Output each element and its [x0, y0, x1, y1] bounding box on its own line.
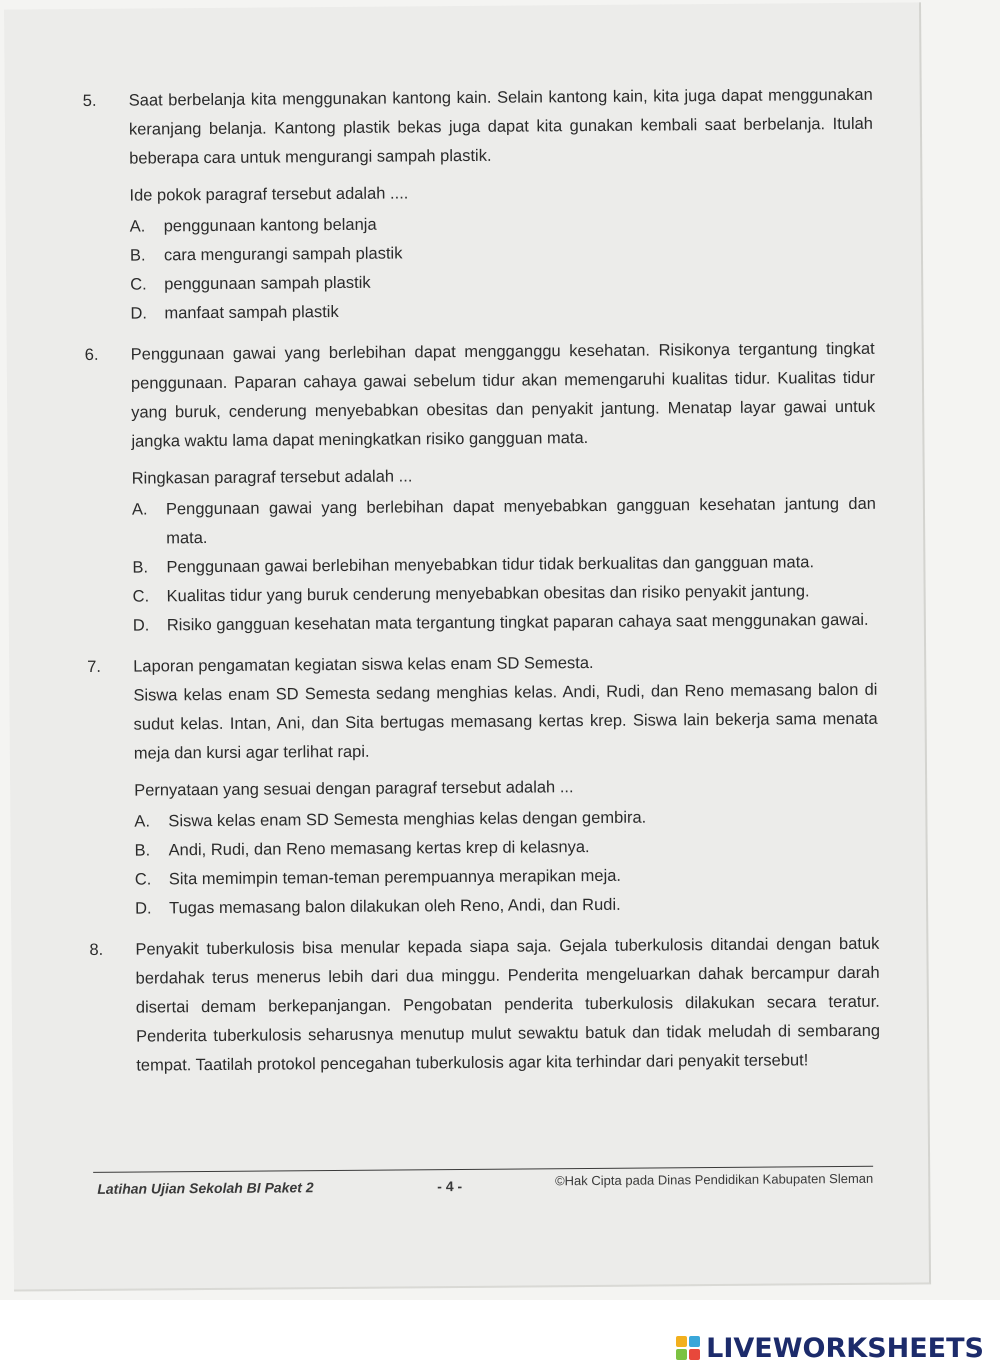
- question-text: Penyakit tuberkulosis bisa menular kepada siapa saja. Gejala tuberkulosis ditandai dengan batuk berdahak terus menerus lebih dari dua minggu. Penderita mengeluarkan dahak bercampur darah disertai demam berkepanjangan. Pengobatan penderita tuberkulosis dilakukan secara teratur. Penderita tuberkulosis seharusnya menutup mulut sewaktu batuk dan tidak meludah di sembarang tempat. Taatilah protokol pencegahan tuberkulosis agar kita terhindar dari penyakit tersebut!: [135, 934, 881, 1075]
- question-5: [83, 81, 875, 329]
- logo-tile: [689, 1349, 700, 1360]
- question-text: Saat berbelanja kita menggunakan kantong kain. Selain kantong kain, kita juga dapat menggunakan keranjang belanja. Kantong plastik bekas juga dapat kita gunakan kembali saat berbelanja. Itulah beberapa cara untuk mengurangi sampah plastik.: [128, 85, 874, 168]
- question-7: [87, 647, 879, 924]
- option-letter: D.: [135, 899, 152, 918]
- question-number: 7.: [87, 657, 102, 676]
- option-text: Sita memimpin teman-teman perempuannya merapikan meja.: [168, 866, 622, 889]
- options-list: [130, 207, 875, 329]
- footer-copyright: ©Hak Cipta pada Dinas Pendidikan Kabupaten Sleman: [554, 1170, 874, 1189]
- options-list: [134, 802, 879, 924]
- logo-tile: [676, 1336, 687, 1347]
- footer-title: Latihan Ujian Sekolah BI Paket 2: [97, 1179, 314, 1197]
- option-d[interactable]: [130, 294, 874, 329]
- liveworksheets-watermark: [676, 1333, 984, 1363]
- option-text: penggunaan sampah plastik: [164, 273, 371, 294]
- option-letter: B.: [134, 841, 151, 860]
- question-8: [89, 930, 880, 1081]
- option-letter: D.: [130, 304, 147, 323]
- option-letter: A.: [129, 217, 146, 236]
- option-letter: A.: [134, 812, 151, 831]
- option-letter: C.: [130, 275, 147, 294]
- option-text: Siswa kelas enam SD Semesta menghias kelas dengan gembira.: [168, 808, 647, 831]
- option-letter: B.: [132, 558, 149, 577]
- question-text: Siswa kelas enam SD Semesta sedang menghias kelas. Andi, Rudi, dan Reno memasang balon di sudut kelas. Intan, Ani, dan Sita bertugas memasang kertas krep. Siswa lain bekerja sama menata meja dan kursi agar terlihat rapi.: [133, 680, 878, 763]
- option-text: manfaat sampah plastik: [164, 302, 339, 323]
- option-text: Risiko gangguan kesehatan mata tergantung tingkat paparan cahaya saat menggunakan gawai.: [166, 610, 869, 635]
- exam-content: [83, 81, 881, 1093]
- page-number: - 4 -: [437, 1178, 463, 1195]
- question-6: [85, 335, 877, 641]
- option-letter: C.: [134, 870, 152, 889]
- watermark-text: LIVEWORKSHEETS: [706, 1332, 984, 1364]
- option-d[interactable]: [135, 889, 879, 924]
- option-text: Penggunaan gawai berlebihan menyebabkan tidur tidak berkualitas dan gangguan mata.: [166, 553, 815, 577]
- option-letter: A.: [131, 500, 148, 519]
- option-letter: D.: [132, 616, 150, 635]
- question-title: Laporan pengamatan kegiatan siswa kelas enam SD Semesta.: [133, 653, 594, 676]
- option-text: Tugas memasang balon dilakukan oleh Reno, Andi, dan Rudi.: [169, 895, 621, 918]
- option-text: penggunaan kantong belanja: [163, 215, 377, 236]
- option-text: Andi, Rudi, dan Reno memasang kertas krep di kelasnya.: [168, 838, 590, 860]
- question-number: 8.: [89, 940, 104, 959]
- question-prompt: Ringkasan paragraf tersebut adalah ...: [131, 467, 413, 488]
- question-text: Penggunaan gawai yang berlebihan dapat mengganggu kesehatan. Risikonya tergantung tingkat penggunaan. Paparan cahaya gawai sebelum tidur akan memengaruhi kualitas tidur. Kualitas tidur yang buruk, cenderung menyebabkan obesitas dan penyakit jantung. Menatap layar gawai untuk jangka waktu lama dapat meningkatkan risiko gangguan mata.: [130, 339, 876, 451]
- option-text: Penggunaan gawai yang berlebihan dapat menyebabkan gangguan kesehatan jantung dan mata.: [165, 494, 876, 548]
- exam-sheet: [4, 2, 931, 1291]
- liveworksheets-logo-icon: [676, 1336, 700, 1360]
- page-footer: [97, 1170, 874, 1203]
- option-text: cara mengurangi sampah plastik: [163, 244, 403, 265]
- question-prompt: Ide pokok paragraf tersebut adalah ....: [129, 184, 409, 205]
- question-number: 5.: [82, 91, 97, 110]
- option-text: Kualitas tidur yang buruk cenderung menyebabkan obesitas dan risiko penyakit jantung.: [166, 582, 810, 606]
- option-a[interactable]: [132, 490, 876, 554]
- option-d[interactable]: [133, 606, 877, 641]
- options-list: [132, 490, 877, 641]
- option-letter: C.: [132, 587, 150, 606]
- logo-tile: [689, 1336, 700, 1347]
- question-number: 6.: [84, 345, 99, 364]
- question-prompt: Pernyataan yang sesuai dengan paragraf tersebut adalah ...: [134, 778, 574, 800]
- option-letter: B.: [129, 246, 146, 265]
- logo-tile: [676, 1349, 687, 1360]
